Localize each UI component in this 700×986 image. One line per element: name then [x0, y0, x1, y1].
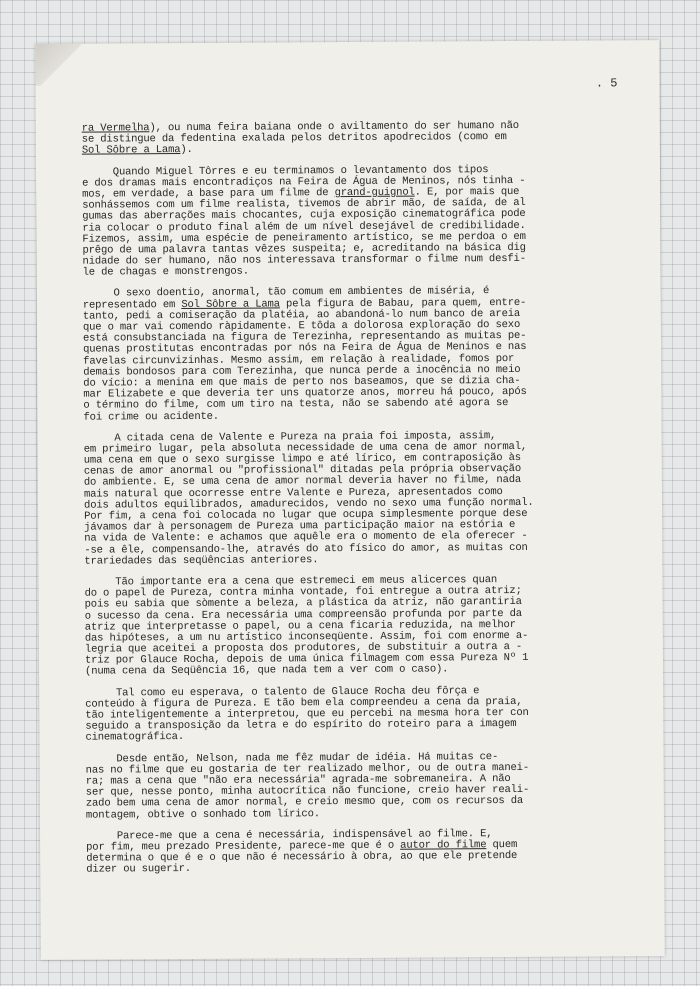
text-line: atriz que interpretasse o papel, ou a cena ficaria reduzida, na melhor [84, 618, 516, 634]
text-line: le de chagas e monstrengos. [82, 265, 249, 279]
text-line: prêgo de uma palavra tantas vêzes suspeita; e, acreditando na básica dig [82, 241, 526, 257]
text-line: mar Elizabete e que deveria ter uns quatorze anos, morreu há pouco, após [83, 386, 527, 401]
paragraph [86, 828, 632, 876]
underlined-title: autor do filme [400, 839, 487, 852]
text-line: nidade do ser humano, não nos interessava transformar o filme num desfi- [82, 252, 526, 268]
text-line: representado em Sol Sôbre a Lama pela figura de Babau, para quem, entre- [82, 296, 527, 312]
text-line: triz por Glauce Rocha, depois de uma única filmagem com essa Pureza Nº 1 [84, 652, 529, 667]
text-line: sonhássemos com um filme realista, tivemos de abrir mão, de saída, de al [82, 197, 526, 212]
text-line: o sucesso da cena. Era necessária uma compreensão profunda por parte da [84, 607, 522, 623]
underlined-title: grand-guignol [334, 186, 415, 200]
text-line: Quando Miguel Tôrres e eu terminamos o levantamento dos tipos [81, 163, 489, 179]
text-line: A citada cena de Valente e Pureza na praia foi imposta, assim, [83, 429, 497, 445]
text-line: zado bem uma cena de amor normal, e creio mesmo que, com os recursos da [85, 795, 524, 810]
paragraph [82, 120, 628, 157]
text-line: (numa cena da Seqüência 16, que nada tem a ver com o caso). [85, 663, 449, 679]
text-line: conteúdo à figura de Pureza. E tão bem ela compreendeu a cena da praia, [85, 695, 523, 711]
folded-corner [35, 44, 89, 86]
text-line: O sexo doentio, anormal, tão comum em ambientes de miséria, é [82, 285, 490, 301]
text-line: pois eu sabia que sòmente a beleza, a plástica da atriz, não garantiria [84, 596, 522, 611]
paragraph [85, 685, 631, 744]
text-line: dois adultos equilibrados, amadurecidos, vendo no sexo uma função normal. [83, 496, 534, 512]
underlined-title: ra Vermelha [81, 122, 150, 135]
text-line: legria que aceitei a proposta dos produtores, de substituir a outra a - [84, 641, 523, 656]
paragraph [84, 430, 631, 568]
text-line: do ambiente. E, se uma cena de amor normal deveria haver no filme, nada [83, 474, 522, 490]
text-line: trariedades das seqüências anteriores. [84, 553, 319, 568]
underlined-title: Sol Sôbre a Lama [81, 144, 181, 158]
page-number: . 5 [595, 76, 618, 91]
text-line: favelas circunvizinhas. Mesmo assim, em relação à realidade, fomos por [83, 352, 515, 368]
text-line: Tal como eu esperava, o talento de Glauce Rocha deu fôrça e [85, 684, 480, 700]
body-text [82, 120, 633, 876]
text-line: Desde então, Nelson, nada me fêz mudar de idéia. Há muitas ce- [85, 750, 499, 766]
text-line: jávamos dar à personagem de Pureza uma participação maior na estória e [84, 519, 516, 534]
text-line: mos, em verdade, a base para um filme de grand-guignol. E, por mais que [82, 185, 520, 201]
text-line: cinematográfica. [85, 731, 185, 744]
text-line: tão inteligentemente a interpretou, que eu percebi na mesma hora ter con [85, 706, 529, 722]
text-line: do o papel de Pureza, contra minha vontade, foi entregue a outra atriz; [84, 585, 522, 600]
text-line: que o mar vai comendo ràpidamente. E tôda a dolorosa exploração do sexo [82, 318, 521, 334]
text-line: demais bondosos para com Terezinha, que nunca perde a inocência no meio [83, 363, 521, 379]
text-line: gumas das aberrações mais chocantes, cuja exposição cinematográfica pode [82, 208, 526, 223]
text-line: dizer ou sugerir. [86, 863, 191, 876]
paragraph [83, 286, 630, 424]
text-line: está consubstanciada na figura de Terezinha, representando as muitas pe- [82, 330, 527, 345]
text-line: em primeiro lugar, pela absoluta necessidade de uma cena de amor normal, [83, 440, 528, 456]
text-line: uma cena em que o sexo surgisse limpo e até lírico, em contraposição às [83, 452, 521, 467]
text-line: na vida de Valente: e achamos que aquêle era o momento de ela oferecer - [84, 530, 528, 545]
text-line: do vício: a menina em que mais de perto nos baseamos, que se dizia cha- [83, 374, 521, 390]
page-number-value: 5 [610, 76, 618, 91]
text-line: determina o que é e o que não é necessário à obra, ao que ele pretende [86, 850, 518, 865]
text-line: ra Vermelha), ou numa feira baiana onde o aviltamento do ser humano não [81, 119, 519, 135]
text-line: -se a êle, compensando-lhe, através do ato físico do amor, as muitas con [84, 541, 528, 557]
underlined-title: Sol Sôbre a Lama [181, 298, 280, 311]
paragraph [82, 164, 629, 279]
text-line: cenas de amor anormal ou "profissional" ditadas pela própria observação [83, 463, 522, 478]
paragraph [86, 751, 632, 821]
text-line: tanto, pedi a comiseração da platéia, ao abandoná-lo num banco de areia [82, 307, 521, 323]
text-line: ria colocar o produto final além de um nível desejável de credibilidade. [82, 219, 526, 235]
text-line: montagem, obtive o sonhado tom lírico. [85, 807, 320, 822]
text-line: Parece-me que a cena é necessária, indispensável ao filme. E, [86, 827, 493, 843]
text-line: ser que, nesse ponto, minha autocrítica não funcione, creio haver reali- [85, 784, 530, 799]
text-line: nas no filme que eu gostaria de ter realizado melhor, ou de outra manei- [85, 761, 530, 777]
paragraph [84, 574, 631, 678]
text-line: ra; mas a cena que "não era necessária" agrada-me sobremaneira. A não [85, 772, 511, 788]
text-line: se distingue da fedentina exalada pelos detritos apodrecidos (como em [81, 131, 507, 146]
text-line: e dos dramas mais encontradiços na Feira de Água de Meninos, nós tinha - [82, 174, 526, 190]
text-line: o término do filme, com um tiro na testa, não se sabendo até agora se [83, 397, 509, 412]
text-line: por fim, meu prezado Presidente, parece-me que é o autor do filme quem [86, 838, 518, 854]
text-line: Por fim, a cena foi colocada no lugar que ocupa simplesmente porque dese [84, 507, 528, 523]
text-line: foi crime ou acidente. [83, 410, 219, 424]
text-line: mais natural que ocorresse entre Valente e Pureza, apresentados como [83, 485, 503, 501]
text-line: seguido a transposição da letra e do espírito do roteiro para a imagem [85, 718, 517, 733]
text-line: Fizemos, assim, uma espécie de peneiramento artístico, se me perdoa o em [82, 230, 526, 246]
text-line: das hipóteses, a um nu artístico inconseqüente. Assim, foi com enorme a- [84, 629, 529, 645]
text-line: Sol Sôbre a Lama). [81, 144, 193, 158]
typewritten-page [35, 40, 665, 960]
text-line: Tão importante era a cena que estremeci em meus alicerces quan [84, 574, 498, 589]
text-line: quenas prostitutas encontradas por nós na Feira de Água de Meninos e nas [83, 341, 527, 357]
